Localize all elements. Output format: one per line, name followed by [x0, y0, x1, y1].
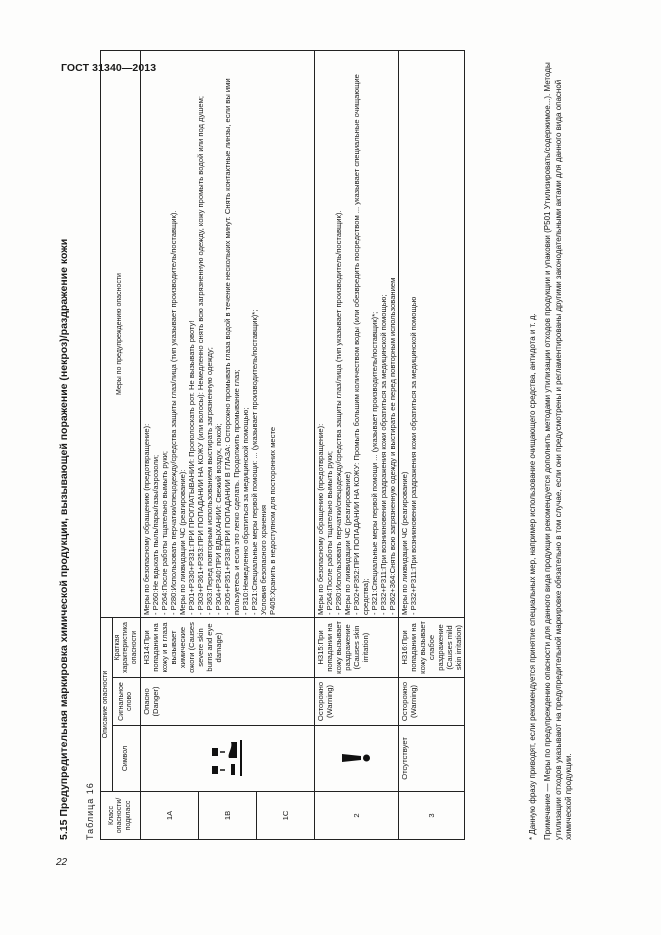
class-cell: 1C	[257, 792, 315, 840]
signal-cell: Осторожно (Warning)	[399, 678, 465, 726]
class-cell: 3	[399, 792, 465, 840]
signal-cell: Опасно (Danger)	[141, 678, 315, 726]
prec-line: - P264:После работы тщательно вымыть руки;	[325, 450, 334, 615]
precautions-cell	[399, 51, 465, 618]
page-number: 22	[56, 857, 68, 868]
col-hazard-desc: Описание опасности	[101, 618, 113, 792]
prec-line: Меры по ликвидации ЧС (реагирование):	[178, 469, 187, 615]
prec-line: Условия безопасного хранения	[259, 505, 268, 615]
symbol-cell: Отсутствует	[399, 726, 465, 792]
prec-line: Меры по ликвидации ЧС (реагирование)	[400, 471, 409, 615]
table-row	[315, 51, 399, 840]
prec-line: Меры по безопасному обращению (предотвращение):	[316, 423, 325, 615]
prec-line: - P321:Специальные меры первой помощи: ... (указывает производитель/поставщик)*;	[250, 309, 259, 615]
prec-line: - P332+P311:При возникновении раздражения кожи обратиться за медицинской помощью;	[379, 294, 388, 615]
prec-line: - P302+P352:ПРИ ПОПАДАНИИ НА КОЖУ: Промыть большим количеством воды (или обезвредить посредством ... указывает специальные очищающие средства);	[352, 74, 370, 615]
short-desc-cell: H314:При попадании на кожу и в глаза вызывает химические ожоги (Causes severe skin burns and eye damage)	[141, 618, 315, 678]
table-row	[399, 51, 465, 840]
footnote: * Данную фразу приводят, если рекомендуется принятие специальных мер, например использование очищающего средства, антидота и т. д.	[528, 313, 537, 840]
standard-header: ГОСТ 31340—2013	[61, 62, 157, 74]
short-desc-cell: H315:При попадании на кожу вызывает раздражение (Causes skin irritation)	[315, 618, 399, 678]
prec-line: - P310:Немедленно обратиться за медицинской помощью;	[241, 407, 250, 615]
prec-line: - P280:Использовать перчатки/спецодежду/средства защиты глаз/лица (тип указывает производитель/поставщик).	[169, 210, 178, 615]
rotated-page-content	[58, 50, 598, 840]
prec-line: - P264:После работы тщательно вымыть руки;	[160, 450, 169, 615]
col-signal: Сигнальное слово	[112, 678, 141, 726]
short-desc-cell: H316:При попадании на кожу вызывает слабое раздражение (Causes mild skin irritation)	[399, 618, 465, 678]
exclamation-icon	[341, 752, 371, 766]
prec-line: - P305+P351+P338:ПРИ ПОПАДАНИИ В ГЛАЗА: Осторожно промывать глаза водой в течение нескольких минут. Снять контактные линзы, если вы ими пользуетесь и если это легко сделать. Продолжить промывание глаз;	[223, 78, 241, 615]
class-cell: 2	[315, 792, 399, 840]
note: Примечание — Меры по предупреждению опасности для данного вида продукции рекомендуется дополнить методами утилизации отходов продукции и упаковки (Р501 Утилизировать/содержимое...). Методы утилизации отходов указывают на предупредительной маркировке обязательно в том случае, если они предусмотрены и регламентированы другими законодательными актами для данного вида опасной химической продукции.	[543, 62, 573, 840]
signal-cell: Осторожно (Warning)	[315, 678, 399, 726]
precautions-cell	[315, 51, 399, 618]
prec-line: Меры по безопасному обращению (предотвращение):	[142, 423, 151, 615]
col-class: Класс опасности/ подкласс	[101, 792, 141, 840]
prec-line: - P280:Использовать перчатки/спецодежду/средства защиты глаз/лица (тип указывает производитель/поставщик).	[334, 210, 343, 615]
precautions-cell	[141, 51, 315, 618]
prec-line: - P303+P361+P353:ПРИ ПОПАДАНИИ НА КОЖУ (или волосы): Немедленно снять всю загрязненную одежду, кожу промыть водой или под душем;	[196, 96, 205, 615]
class-cell: 1B	[199, 792, 257, 840]
prec-line: Меры по ликвидации ЧС (реагирование)	[343, 471, 352, 615]
table-caption: Таблица 16	[85, 782, 95, 840]
hazard-table	[100, 50, 465, 840]
col-short: Краткая характеристика опасности	[112, 618, 141, 678]
prec-line: - P321:Специальные меры первой помощи ... (указывает производитель/поставщик)*;	[370, 311, 379, 615]
prec-line: - P363:Перед повторным использованием выстирать загрязненную одежду;	[205, 347, 214, 615]
class-cell: 1A	[141, 792, 199, 840]
prec-line: - P332+P311:При возникновении раздражения кожи обратиться за медицинской помощью	[409, 296, 418, 615]
prec-line: - P304+P340:ПРИ ВДЫХАНИИ: Свежий воздух, покой;	[214, 423, 223, 615]
symbol-cell	[315, 726, 399, 792]
prec-line: - P260:Не вдыхать пыль/пары/газы/аэрозоли;	[151, 454, 160, 615]
prec-line: - P362+364:Снять всю загрязненную одежду и выстирать ее перед повторным использованием	[388, 277, 397, 615]
prec-line: P405:Хранить в недоступном для посторонних месте	[268, 426, 277, 615]
section-title: 5.15 Предупредительная маркировка химической продукции, вызывающей поражение (некроз)/раздражение кожи	[58, 238, 70, 840]
prec-line: - P301+P330+P331:ПРИ ПРОГЛАТЫВАНИИ: Прополоскать рот. Не вызывать рвоту!	[187, 320, 196, 615]
col-precautions: Меры по предупреждению опасности	[101, 51, 141, 618]
table-row	[141, 51, 199, 840]
col-symbol: Символ	[112, 726, 141, 792]
corrosion-icon	[209, 739, 245, 779]
table-header-row	[101, 51, 113, 840]
symbol-cell	[141, 726, 315, 792]
